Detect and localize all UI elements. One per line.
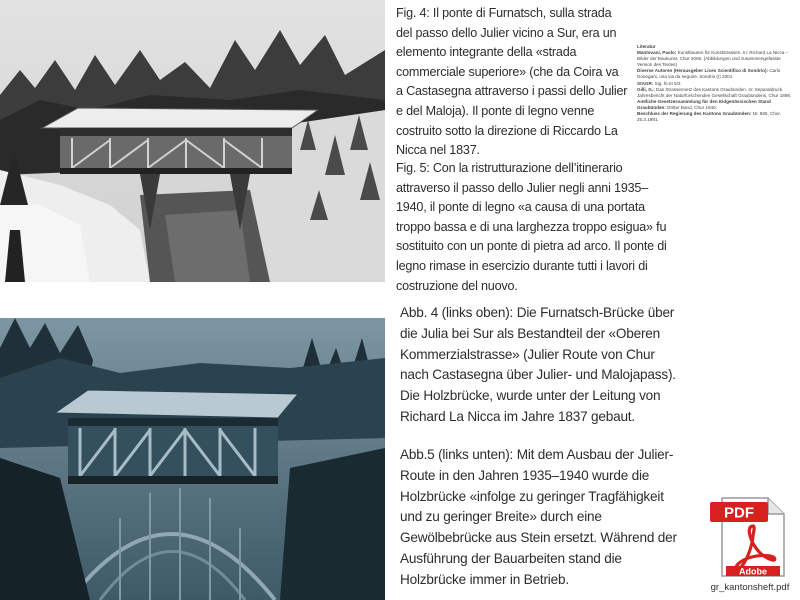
literature-text: Dritter Band, Chur 1840. bbox=[665, 104, 717, 110]
caption-german-abb4: Abb. 4 (links oben): Die Furnatsch-Brücke über die Julia bei Sur als Bestandteil der «Oberen Kommerzialstrasse» (Julier Route von Chur nach Castasegna über Julier- und Malojapass). Die Holzbrücke, wurde unter der Leitung von Richard La Nicca im Jahre 1837 gebaut. bbox=[400, 305, 676, 424]
literature-text: Carlo Donegani, una via da seguire, Sondrio (I) 2001. bbox=[637, 68, 781, 80]
literature-entry bbox=[637, 68, 795, 80]
literature-author: Gilli, G.: bbox=[637, 86, 655, 92]
pdf-badge-label: PDF bbox=[724, 504, 754, 522]
literature-entry bbox=[637, 87, 795, 99]
adobe-label: Adobe bbox=[739, 566, 767, 577]
caption-german-abb5: Abb.5 (links unten): Mit dem Ausbau der Julier-Route in den Jahren 1935–1940 wurde die Holzbrücke «infolge zu geringer Tragfähigkeit und zu geringer Breite» durch eine Gewölbebrücke aus Stein ersetzt. Während der Ausführung der Bauarbeiten stand die Holzbrücke immer in Betrieb. bbox=[400, 447, 677, 587]
caption-italian-fig4: Fig. 4: Il ponte di Furnatsch, sulla strada del passo dello Julier vicino a Sur, era un elemento integrante della «strada commerciale superiore» (che da Coira va a Castasegna attraverso i passi dello Julier e del Maloja). Il ponte di legno venne costruito sotto la direzione di Riccardo La Nicca nel 1837. bbox=[396, 6, 628, 158]
literature-text: Das Strassennetz des Kantons Graubünden. In: Separatdruck Jahresbericht der Naturforschenden Gesellschaft Graubündens, Chur 1898. bbox=[637, 86, 792, 98]
literature-text: Sig. fe.III 5/2. bbox=[653, 80, 682, 86]
literature-author: Amtliche Gesetzessammlung für den Eidgenössischen Stand Graubünden: bbox=[637, 98, 771, 110]
literature-author: Beschluss der Regierung des Kantons Graubünden: bbox=[637, 111, 752, 117]
caption-italian-fig5: Fig. 5: Con la ristrutturazione dell’itinerario attraverso il passo dello Julier negli anni 1935–1940, il ponte di legno «a causa di una portata troppo bassa e di una larghezza troppo esigua» fu sostituito con un ponte di pietra ad arco. Il ponte di legno rimase in esercizio durante tutti i lavori di costruzione del nuovo. bbox=[396, 161, 667, 293]
literature-text: Kunstbauten für Kunststrassen. In: Richard La Nicca – Bilder der Baukunst, Chur 2006. (Abbildungen und zusammengefasste Version des Textes). bbox=[637, 50, 789, 68]
literature-entry bbox=[637, 111, 795, 123]
literature-heading: Literatur bbox=[637, 44, 656, 49]
bridge-winter-illustration bbox=[0, 0, 385, 282]
literature-entry bbox=[637, 99, 795, 111]
literature-text: Nr. 865, Chur, 25.3.1991. bbox=[637, 111, 781, 123]
literature-author: Mantovani, Paolo: bbox=[637, 50, 677, 56]
photo-furnatsch-bridge-winter bbox=[0, 0, 385, 282]
pdf-file-icon bbox=[700, 494, 800, 580]
literature-author: StAGR: bbox=[637, 80, 654, 86]
literature-entry bbox=[637, 50, 795, 68]
photo-furnatsch-bridge-summer bbox=[0, 318, 385, 600]
literature-author: Diverse Autoren (Herausgeber Liceo Scientifico di Sondrio): bbox=[637, 68, 769, 74]
literature-list bbox=[637, 44, 795, 123]
bridge-summer-illustration bbox=[0, 318, 385, 600]
pdf-filename[interactable]: gr_kantonsheft.pdf bbox=[710, 582, 790, 593]
pdf-download-link[interactable] bbox=[700, 494, 800, 600]
